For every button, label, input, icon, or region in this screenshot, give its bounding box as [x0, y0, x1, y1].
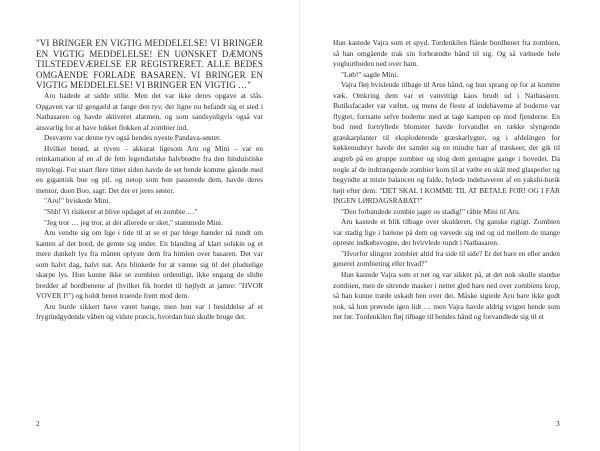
paragraph: Hun kastede Vajra som et spyd. Tordenkilen flåede bordbenet fra zombien, så han omgående trak sin forbrændte hånd til sig. Og så vælnede hele yoghurtboden ned over ham. — [333, 38, 560, 69]
announcement-paragraph: "VI BRINGER EN VIGTIG MEDDELELSE! VI BRINGER EN VIGTIG MEDDELELSE! EN UØNSKET DÆMONS TILSTEDEVÆRELSE ER REGISTRERET. ALLE BEDES OMGÅENDE FORLADE BASAREN. VI BRINGER EN VIGTIG MEDDELELSE! VI BRINGER EN VIGTIG …" — [36, 38, 263, 91]
left-page-body — [36, 38, 263, 323]
paragraph: Desværre var denne tyv også hendes nyeste Pandava-søster. — [44, 133, 221, 143]
paragraph: Aru kastede et blik tilbage over skulderen. Og ganske rigtigt. Zombien var stadig lige i hælene på dem og vævede sig ind og ud mellem de mange opreste indkøbsvogne, der hvirvlede rundt i Natbasaren. — [333, 217, 560, 248]
paragraph: "Aru!" hviskede Mini. — [44, 196, 111, 206]
page-number-right: 3 — [556, 419, 560, 428]
page-gutter — [299, 0, 300, 451]
paragraph: Hun kastede Vajra som et net og var sikker på, at det nok skulle standse zombien, men de sitrende masker i nettet gled bare ned over zombiens krop, så han kunne træde uskadt hen over det. Måske sigtede Aru bare ikke godt nok, så hun prøvede igen lidt … men Vajra havde aldrig svigtet hende som net før. Tordenkilen fløj tilbage til hendes hånd og forvandlede sig til et — [333, 270, 560, 322]
paragraph: Hvilket betød, at tyven – akkurat ligesom Aru og Mini – var en reinkarnation af en af de fem legendariske halvbrødre fra den hinduistiske mytologi. For snart flere timer siden havde de set hende komme gående med en gigantisk bue og pil, og netop som hun passerede dem, havde deres mentor, duen Boo, sagt: Det der er jeres søster. — [36, 143, 263, 195]
paragraph: Vajra fløj hvislende tilbage til Arus hånd, og hun sprang op for at komme væk. Omkring dem var et vanvittigt kaos brudt ud i Natbasaren. Butiksfacader var væltet, og mens de fleste af indehaverne af boderne var flygtet, fortsatte selve boderne med at tage kampen op mod fjenderne. En bod med fortryllede blomster havde forvandlet en række slyngende græskarplanter til eksploderende græskarlygter, og i afdelingen for køkkenudstyr havde der samlet sig en mindre hær af træskeer, der gik til angreb på en gruppe zombier og slog dem gentagne gange i hovedet. Da nogle af de indtrængende zombier kom til at vælte en skål med glasperler og begyndte at miste balancen og falde, hylede indehaveren af en yakshi-butik højt efter dem: "DET SKAL I KOMME TIL AT BETALE FOR! OG I FÅR INGEN LØRDAGSRABAT!" — [333, 80, 560, 206]
paragraph: "Den forbandede zombie jager os stadig!" råbte Mini til Aru. — [341, 206, 521, 216]
paragraph: "Jeg tror … jeg tror, at det allerede er sket," stammede Mini. — [44, 217, 223, 227]
right-page-body — [333, 38, 560, 323]
paragraph: "Shh! Vi risikerer at blive opdaget af en zombie …" — [44, 206, 198, 216]
page-number-left: 2 — [36, 419, 40, 428]
paragraph: Aru vendte sig om lige i tide til at se et par blege hænder nå rundt om kanten af det bord, de gemte sig under. En blanding af klart solskin og et mere dunkelt lys fra månen oplyste dem fra himlen over basaren. Det var som halvt dag, halvt nat. Aru blinkede for at vænne sig til det pludselige skarpe lys. Hun kunne ikke se zombien ordentligt, ikke engang de slidte bredder af bordbenene af (hvilket fik bordet til højlydt at jamre: "HVOR VOVER I!") og holdt benet truende frem mod dem. — [36, 228, 263, 301]
paragraph: "Hvorfor slingrer zombier altid fra side til side? Er det bare en eller anden generel zombieting eller hvad?" — [333, 248, 560, 269]
paragraph: Aru hadede at sidde stille. Men det var ikke deres opgave at slås. Opgaven var til gengæld at fange den tyv, der ligne nu befandt sig et sted i Natbasaren og havde aktiveret alarmen, og som sandsynligvis også var ansvarlig for at have lukket flokken af zombier ind. — [36, 90, 263, 132]
paragraph: Aru burde sikkert have været bange, men hun var i besiddelse af et frygtindgydende våben og vidste præcis, hvordan hun skulle bruge det. — [36, 301, 263, 322]
paragraph: "Løb!" sagde Mini. — [341, 69, 399, 79]
